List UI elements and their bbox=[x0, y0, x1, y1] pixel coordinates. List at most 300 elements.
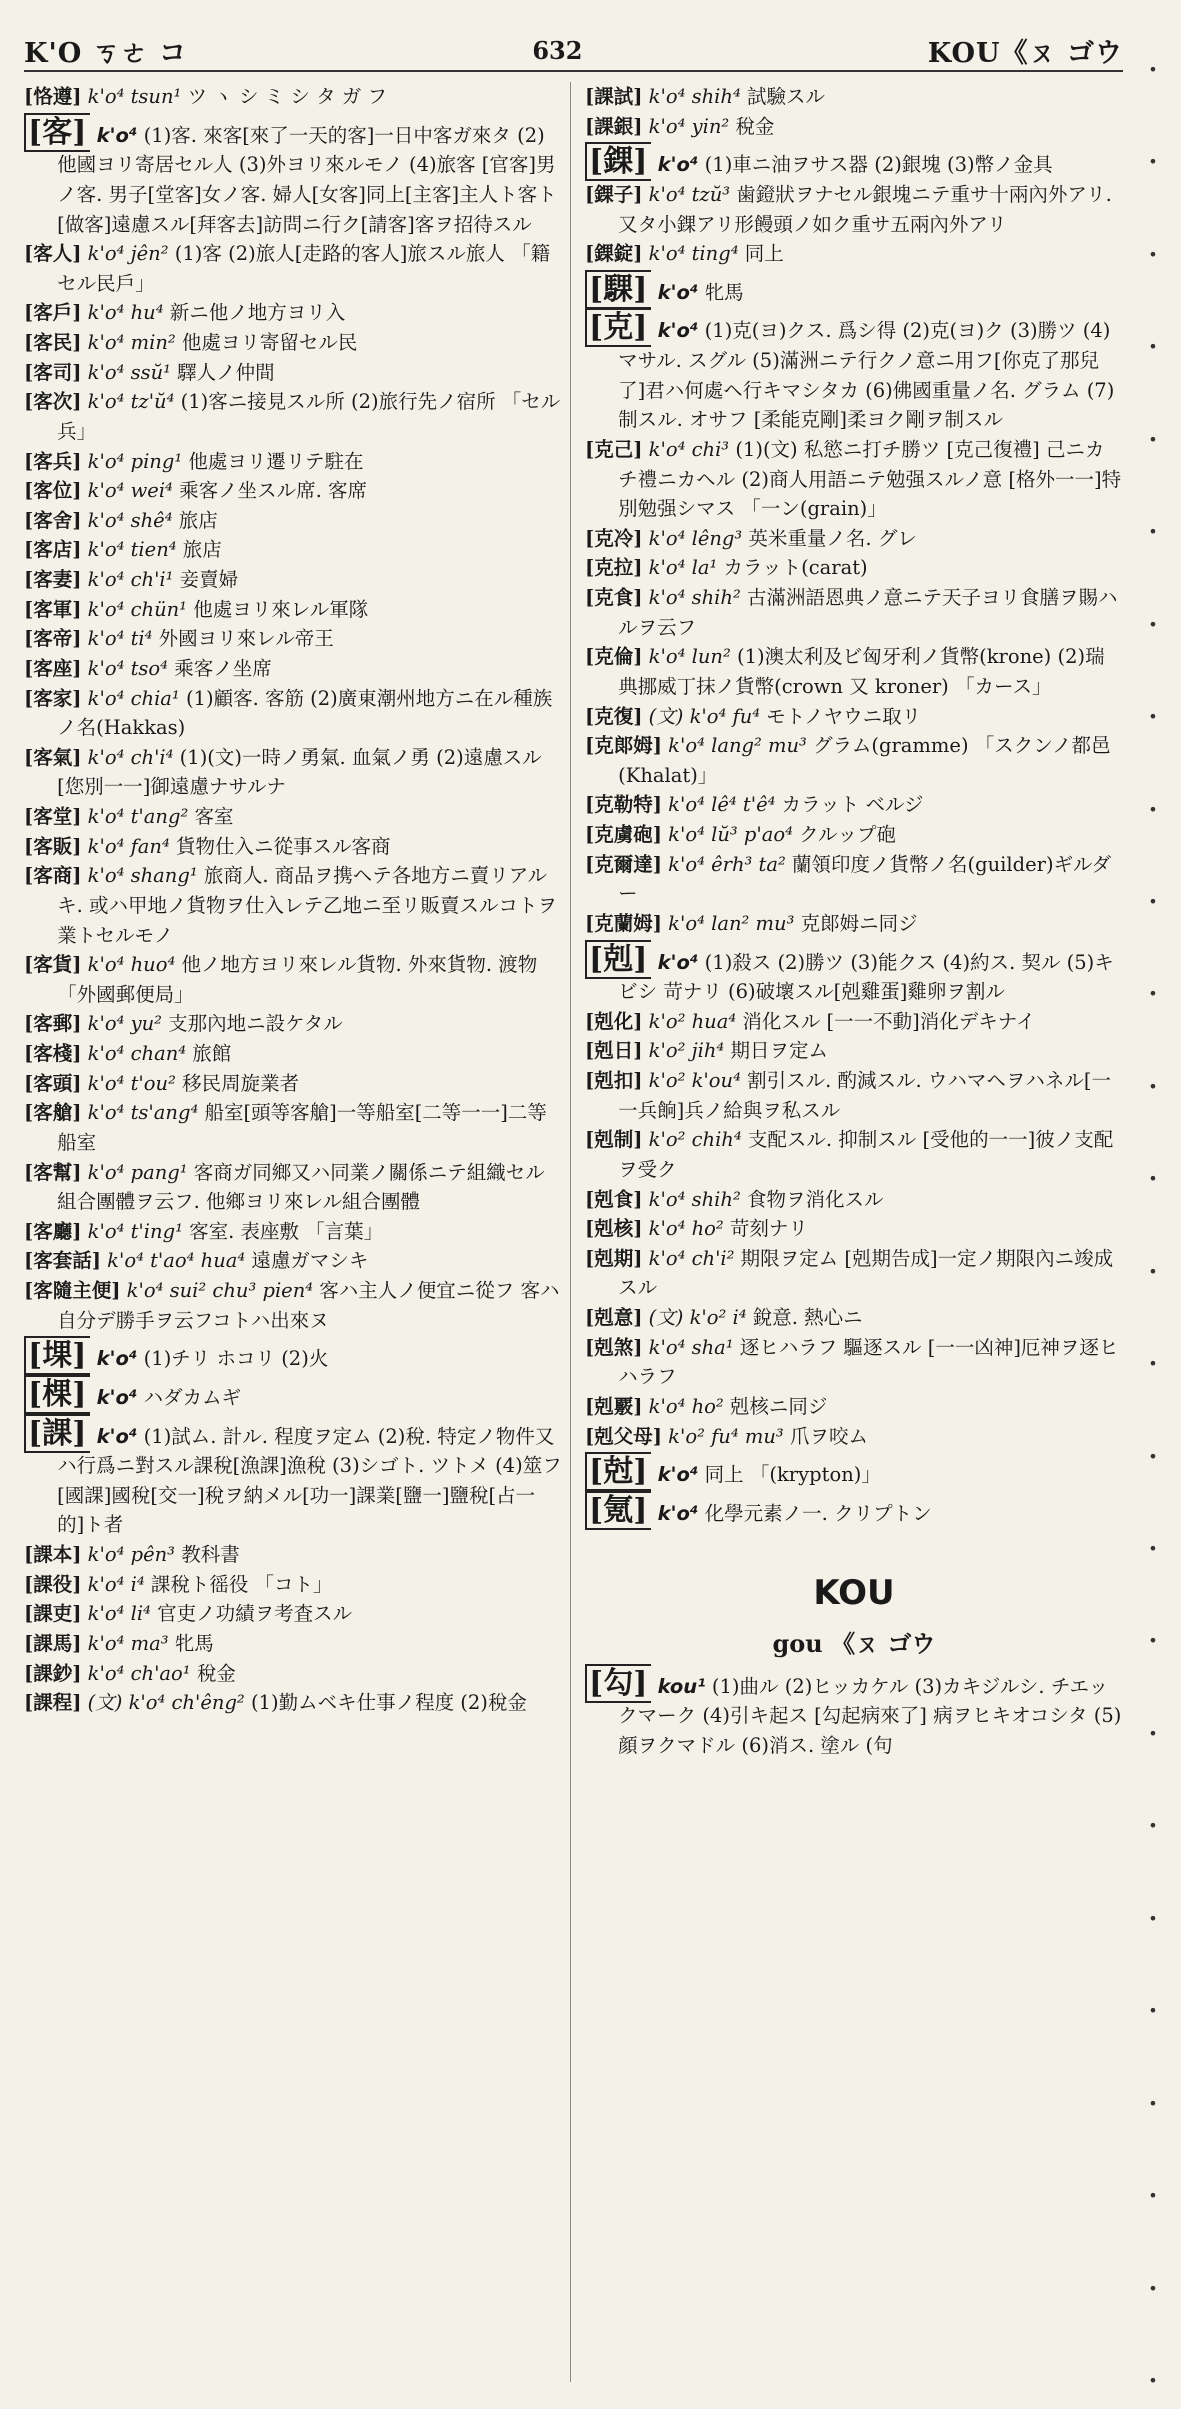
entry-romanization: k'o⁴ ch'i¹ bbox=[87, 568, 174, 591]
entry-headword: [客家] bbox=[24, 686, 82, 710]
entry-romanization: k'o⁴ ts'ang⁴ bbox=[87, 1101, 199, 1125]
dictionary-entry bbox=[24, 298, 562, 328]
entry-definition: 銳意. 熱心ニ bbox=[746, 1306, 863, 1329]
entry-definition: 他處ヨリ寄留セル民 bbox=[175, 331, 358, 354]
entry-headword: [克倫] bbox=[585, 645, 643, 669]
dictionary-entry bbox=[24, 1009, 562, 1039]
entry-headword: [客人] bbox=[24, 242, 82, 266]
entry-romanization: k'o⁴ t'ing¹ bbox=[87, 1219, 183, 1243]
entry-romanization: k'o⁴ bbox=[657, 153, 699, 177]
entry-headword: [課試] bbox=[585, 85, 643, 108]
entry-definition: モトノヤウニ取リ bbox=[760, 704, 922, 728]
entry-headword: [客幫] bbox=[24, 1160, 82, 1184]
margin-mark: • bbox=[1148, 1261, 1158, 1281]
entry-romanization: k'o⁴ chan⁴ bbox=[87, 1042, 187, 1065]
entry-romanization: k'o⁴ bbox=[96, 1424, 138, 1448]
dictionary-entry bbox=[24, 802, 562, 832]
head-entry bbox=[24, 1378, 562, 1413]
dictionary-entry bbox=[585, 702, 1123, 732]
entry-definition: 割引スル. 酌減スル. ウハマヘヲハネル[一一兵餉]兵ノ給與ヲ私スル bbox=[618, 1069, 1111, 1122]
entry-headword: [課本] bbox=[24, 1543, 82, 1566]
entry-headword: [課程] bbox=[24, 1691, 82, 1715]
entry-definition: 旅商人. 商品ヲ携ヘテ各地方ニ賣リアルキ. 或ハ甲地ノ貨物ヲ仕入レテ乙地ニ至リ販賣スルコトヲ業トセルモノ bbox=[57, 864, 558, 947]
entry-headword: [客販] bbox=[24, 834, 82, 858]
entry-romanization: k'o⁴ shih⁴ bbox=[648, 85, 741, 108]
entry-definition: (1)殺ス (2)勝ツ (3)能クス (4)約ス. 契ル (5)キビシ 苛ナリ (6)破壞スル[剋雞蛋]雞卵ヲ割ル bbox=[618, 950, 1114, 1004]
entry-headword: [客位] bbox=[24, 479, 82, 503]
dictionary-entry bbox=[24, 535, 562, 565]
dictionary-entry bbox=[585, 909, 1123, 939]
entry-romanization: k'o⁴ bbox=[657, 1501, 699, 1525]
entry-definition: (1)澳太利及ビ匈牙利ノ貨幣(krone) (2)瑞典挪威丁抹ノ貨幣(crown 又 kroner) 「カース」 bbox=[618, 645, 1105, 698]
entry-headword: [克勒特] bbox=[585, 793, 662, 817]
entry-definition: 貨物仕入ニ從事スル客商 bbox=[169, 834, 391, 858]
margin-mark: • bbox=[1148, 1539, 1158, 1558]
head-entry bbox=[585, 145, 1123, 180]
entry-definition: 期限ヲ定ム [剋期告成]一定ノ期限內ニ竣成スル bbox=[618, 1246, 1114, 1300]
dictionary-entry bbox=[24, 82, 562, 112]
entry-headword: [恪遵] bbox=[24, 85, 82, 108]
entry-romanization: k'o⁴ bbox=[657, 1463, 699, 1487]
entry-romanization: k'o⁴ min² bbox=[87, 331, 176, 354]
entry-romanization: k'o⁴ tsun¹ bbox=[87, 85, 182, 108]
entry-definition: (1)顧客. 客筋 (2)廣東潮州地方ニ在ル種族ノ名(Hakkas) bbox=[57, 686, 553, 740]
head-entry bbox=[24, 1339, 562, 1374]
entry-romanization: k'o⁴ ti⁴ bbox=[87, 627, 153, 651]
dictionary-entry bbox=[24, 1570, 562, 1600]
dictionary-entry bbox=[585, 1214, 1123, 1244]
dictionary-entry bbox=[585, 1392, 1123, 1422]
entry-headword: [客套話] bbox=[24, 1249, 101, 1273]
dictionary-entry bbox=[585, 553, 1123, 583]
entry-definition: 乘客ノ坐席 bbox=[168, 656, 272, 680]
entry-headword: [課馬] bbox=[24, 1631, 82, 1655]
entry-headword: [剋化] bbox=[585, 1009, 643, 1033]
dictionary-entry bbox=[24, 684, 562, 743]
entry-romanization: k'o⁴ chia¹ bbox=[87, 686, 180, 710]
entry-definition: 船室[頭等客艙]一等船室[二等一一]二等船室 bbox=[57, 1101, 547, 1154]
dictionary-entry bbox=[585, 583, 1123, 642]
entry-romanization: k'o⁴ wei⁴ bbox=[87, 479, 173, 503]
entry-headword: [剋期] bbox=[585, 1246, 643, 1270]
dictionary-entry bbox=[585, 1303, 1123, 1333]
entry-headword: [克郞姆] bbox=[585, 734, 662, 758]
entry-romanization: k'o⁴ lang² mu³ bbox=[668, 734, 807, 758]
entry-headword: [克] bbox=[585, 308, 651, 347]
margin-mark: • bbox=[1148, 152, 1158, 172]
dictionary-entry bbox=[585, 820, 1123, 850]
dictionary-entry bbox=[585, 112, 1123, 142]
entry-romanization: k'o⁴ bbox=[657, 950, 699, 974]
entry-headword: [客軍] bbox=[24, 597, 82, 621]
margin-mark: • bbox=[1148, 1816, 1158, 1836]
dictionary-entry bbox=[24, 1039, 562, 1069]
entry-romanization: k'o⁴ bbox=[96, 1385, 138, 1409]
dictionary-entry bbox=[24, 1629, 562, 1659]
entry-definition: 他處ヨリ來レル軍隊 bbox=[187, 597, 369, 621]
entry-headword: [錁] bbox=[585, 142, 651, 181]
margin-mark: • bbox=[1148, 891, 1158, 911]
entry-definition: 他ノ地方ヨリ來レル貨物. 外來貨物. 渡物 「外國郵便局」 bbox=[57, 953, 538, 1006]
head-entry bbox=[585, 1667, 1123, 1761]
entry-headword: [克蘭姆] bbox=[585, 911, 662, 935]
entry-romanization: k'o⁴ ssŭ¹ bbox=[87, 360, 171, 384]
dictionary-entry bbox=[24, 358, 562, 388]
entry-headword: [客商] bbox=[24, 864, 82, 888]
entry-romanization: k'o⁴ sha¹ bbox=[648, 1335, 734, 1359]
entry-definition: 客ハ主人ノ便宜ニ從フ 客ハ自分デ勝手ヲ云フコトハ出來ヌ bbox=[57, 1279, 560, 1332]
dictionary-entry bbox=[24, 743, 562, 802]
dictionary-entry bbox=[585, 180, 1123, 239]
entry-romanization: k'o⁴ la¹ bbox=[648, 556, 718, 580]
entry-headword: [剋扣] bbox=[585, 1069, 643, 1092]
entry-definition: (1)曲ル (2)ヒッカケル (3)カキジルシ. チエックマーク (4)引キ起ス [勾起病來了] 病ヲヒキオコシタ (5)顔ヲクマドル (6)消ス. 塗ル (句 bbox=[618, 1674, 1122, 1757]
entry-definition: (1)車ニ油ヲサス器 (2)銀塊 (3)幣ノ金具 bbox=[698, 153, 1053, 177]
entry-romanization: k'o⁴ ho² bbox=[648, 1394, 724, 1418]
entry-romanization: k'o⁴ shih² bbox=[648, 1187, 741, 1211]
entry-headword: [課] bbox=[24, 1414, 90, 1453]
left-column bbox=[24, 82, 571, 2382]
entry-headword: [剋食] bbox=[585, 1187, 643, 1211]
entry-romanization: k'o² hua⁴ bbox=[648, 1009, 737, 1033]
head-entry bbox=[24, 116, 562, 240]
margin-mark: • bbox=[1148, 1446, 1158, 1466]
entry-romanization: k'o⁴ huo⁴ bbox=[87, 953, 176, 977]
entry-definition: (1)克(ヨ)クス. 爲シ得 (2)克(ヨ)ク (3)勝ツ (4)マサル. スグル (5)滿洲ニテ行クノ意ニ用フ[你克了那兒了]君ハ何處ヘ行キマシタカ (6)佛國重量ノ名. グラム (7)制スル. オサフ [柔能克剛]柔ヨク剛ヲ制スル bbox=[618, 319, 1115, 432]
entry-headword: [克冷] bbox=[585, 526, 643, 550]
entry-definition: 旅館 bbox=[186, 1042, 232, 1065]
entry-romanization: k'o⁴ bbox=[96, 1347, 138, 1371]
dictionary-entry bbox=[24, 447, 562, 477]
entry-headword: [客貨] bbox=[24, 953, 82, 977]
entry-headword: [客兵] bbox=[24, 449, 82, 473]
entry-definition: 試驗スル bbox=[740, 85, 825, 108]
entry-definition: 客商ガ同鄉又ハ同業ノ關係ニテ組織セル組合團體ヲ云フ. 他鄉ヨリ來レル組合團體 bbox=[57, 1160, 545, 1214]
entry-definition: 遠慮ガマシキ bbox=[245, 1249, 369, 1273]
entry-definition: カラット ベルジ bbox=[775, 793, 924, 817]
dictionary-entry bbox=[585, 1422, 1123, 1452]
head-entry bbox=[585, 1455, 1123, 1490]
entry-definition: (1)(文)一時ノ勇氣. 血氣ノ勇 (2)遠慮スル[您別一一]御遠慮ナサルナ bbox=[57, 745, 542, 799]
head-entry bbox=[24, 1417, 562, 1541]
entry-romanization: k'o⁴ t'ao⁴ hua⁴ bbox=[107, 1249, 246, 1273]
entry-definition: ハダカムギ bbox=[137, 1385, 242, 1409]
entry-definition: 食物ヲ消化スル bbox=[740, 1187, 884, 1211]
margin-mark: • bbox=[1148, 984, 1158, 1004]
entry-definition: 蘭領印度ノ貨幣ノ名(guilder)ギルダー bbox=[618, 852, 1112, 906]
entry-headword: [客堂] bbox=[24, 805, 82, 828]
entry-romanization: (文) k'o⁴ ch'êng² bbox=[87, 1691, 245, 1715]
entry-definition: 支那內地ニ設ケタル bbox=[161, 1012, 343, 1036]
dictionary-entry bbox=[24, 1599, 562, 1629]
entry-headword: [客妻] bbox=[24, 568, 82, 591]
entry-definition: カラット(carat) bbox=[717, 556, 868, 580]
entry-definition: ツ ヽ シ ミ シ タ ガ フ bbox=[181, 85, 387, 108]
entry-definition: 乘客ノ坐スル席. 客席 bbox=[172, 479, 367, 503]
page-header bbox=[24, 30, 1123, 72]
dictionary-entry bbox=[24, 595, 562, 625]
entry-definition: 官吏ノ功績ヲ考査スル bbox=[150, 1602, 353, 1626]
dictionary-entry bbox=[585, 642, 1123, 701]
entry-headword: [課役] bbox=[24, 1572, 82, 1596]
margin-mark: • bbox=[1148, 244, 1158, 264]
margin-mark: • bbox=[1148, 60, 1158, 79]
entry-headword: [堁] bbox=[24, 1336, 90, 1375]
entry-romanization: k'o⁴ pang¹ bbox=[87, 1160, 188, 1184]
entry-headword: [客帝] bbox=[24, 627, 82, 651]
entry-headword: [課吏] bbox=[24, 1602, 82, 1626]
dictionary-entry bbox=[585, 731, 1123, 790]
dictionary-entry bbox=[585, 1244, 1123, 1303]
entry-definition: 稅金 bbox=[190, 1661, 236, 1685]
dictionary-entry bbox=[24, 1158, 562, 1217]
margin-mark: • bbox=[1148, 522, 1158, 542]
entry-romanization: k'o⁴ i⁴ bbox=[87, 1572, 145, 1596]
entry-definition: 外國ヨリ來レル帝王 bbox=[152, 627, 334, 651]
entry-romanization: k'o⁴ sui² chu³ pien⁴ bbox=[126, 1279, 314, 1302]
entry-definition: (1)客. 來客[來了一天的客]一日中客ガ來タ (2)他國ヨリ寄居セル人 (3)外ヨリ來ルモノ (4)旅客 [官客]男ノ客. 男子[堂客]女ノ客. 婦人[女客]同上[主客]主人ト客ト[做客]遠慮スル[拜客去]訪問ニ行ク[請客]客ヲ招待スル bbox=[57, 123, 557, 236]
entry-romanization: k'o⁴ shang¹ bbox=[87, 864, 198, 888]
margin-mark: • bbox=[1148, 2001, 1158, 2021]
dictionary-entry bbox=[24, 476, 562, 506]
entry-headword: [棵] bbox=[24, 1375, 90, 1414]
dictionary-entry bbox=[585, 1333, 1123, 1392]
entry-romanization: k'o⁴ bbox=[657, 319, 699, 343]
entry-romanization: k'o⁴ chün¹ bbox=[87, 597, 188, 621]
entry-definition: 移民周旋業者 bbox=[175, 1071, 300, 1095]
dictionary-entry bbox=[585, 524, 1123, 554]
entry-headword: [剋煞] bbox=[585, 1335, 643, 1359]
margin-mark: • bbox=[1148, 2278, 1158, 2298]
section-heading bbox=[585, 1568, 1123, 1662]
dictionary-entry bbox=[585, 82, 1123, 112]
entry-headword: [客棧] bbox=[24, 1042, 82, 1065]
entry-headword: [客戶] bbox=[24, 301, 82, 325]
entry-romanization: k'o⁴ chi³ bbox=[648, 437, 730, 461]
entry-definition: 化學元素ノ一. クリプトン bbox=[698, 1501, 932, 1525]
entry-definition: 課稅ト徭役 「コト」 bbox=[144, 1572, 333, 1596]
entry-headword: [客司] bbox=[24, 360, 82, 384]
head-entry bbox=[585, 311, 1123, 435]
dictionary-entry bbox=[24, 506, 562, 536]
entry-headword: [騍] bbox=[585, 270, 651, 309]
dictionary-entry bbox=[24, 387, 562, 446]
entry-romanization: k'o⁴ t'ou² bbox=[87, 1071, 176, 1095]
dictionary-entry bbox=[24, 239, 562, 298]
entry-headword: [客氣] bbox=[24, 745, 82, 769]
entry-romanization: k'o⁴ ch'i² bbox=[648, 1246, 735, 1270]
entry-definition: 客室. 表座敷 「言葉」 bbox=[182, 1219, 384, 1243]
dictionary-entry bbox=[24, 1217, 562, 1247]
entry-definition: (1)試ム. 計ル. 程度ヲ定ム (2)稅. 特定ノ物件又ハ行爲ニ對スル課稅[漁課]漁稅 (3)シゴト. ツトメ (4)筮フ [國課]國稅[交一]稅ヲ納メル[功一]課業[鹽一]鹽稅[占一的]ト者 bbox=[57, 1424, 562, 1537]
entry-romanization: (文) k'o⁴ fu⁴ bbox=[648, 704, 761, 728]
entry-headword: [錁子] bbox=[585, 182, 643, 206]
dictionary-entry bbox=[585, 1185, 1123, 1215]
entry-definition: 旅店 bbox=[172, 508, 218, 532]
head-entry bbox=[585, 943, 1123, 1007]
entry-romanization: k'o⁴ shih² bbox=[648, 586, 741, 609]
dictionary-entry bbox=[585, 1036, 1123, 1066]
section-subtitle: gou 《ㄡ ゴウ bbox=[772, 1629, 936, 1659]
entry-definition: (1)勤ムベキ仕事ノ程度 (2)稅金 bbox=[244, 1691, 527, 1715]
margin-mark: • bbox=[1148, 1076, 1158, 1096]
dictionary-entry bbox=[24, 1069, 562, 1099]
entry-romanization: k'o⁴ lun² bbox=[648, 645, 731, 669]
dictionary-entry bbox=[24, 832, 562, 862]
margin-mark: • bbox=[1148, 1631, 1158, 1651]
entry-definition: 歯鐙狀ヲナセル銀塊ニテ重サ十兩內外アリ. 又タ小錁アリ形饅頭ノ如ク重サ五兩內外アリ bbox=[618, 182, 1112, 236]
page-number: 632 bbox=[532, 35, 583, 65]
entry-romanization: k'o² chih⁴ bbox=[648, 1128, 742, 1152]
dictionary-entry bbox=[24, 1098, 562, 1157]
entry-definition: 期日ヲ定ム bbox=[724, 1039, 828, 1063]
dictionary-entry bbox=[585, 790, 1123, 820]
header-left-guide: K'O ㄎㄜ コ bbox=[24, 37, 188, 69]
dictionary-entry bbox=[24, 1659, 562, 1689]
dictionary-entry bbox=[585, 1066, 1123, 1125]
entry-definition: 教科書 bbox=[175, 1543, 240, 1566]
entry-definition: 稅金 bbox=[729, 114, 775, 138]
margin-mark: • bbox=[1148, 429, 1158, 449]
entry-romanization: k'o⁴ lê⁴ t'ê⁴ bbox=[668, 793, 776, 817]
margin-mark: • bbox=[1148, 2186, 1158, 2206]
entry-definition: 新ニ他ノ地方ヨリ入 bbox=[163, 301, 346, 325]
dictionary-entry bbox=[24, 654, 562, 684]
dictionary-entry bbox=[24, 565, 562, 595]
entry-headword: [客店] bbox=[24, 538, 82, 562]
entry-definition: 牝馬 bbox=[168, 1631, 214, 1655]
entry-headword: [氪] bbox=[585, 1491, 651, 1530]
dictionary-entry bbox=[24, 624, 562, 654]
entry-romanization: k'o⁴ êrh³ ta² bbox=[668, 852, 786, 876]
margin-mark: • bbox=[1148, 337, 1158, 357]
entry-headword: [客民] bbox=[24, 331, 82, 354]
entry-definition: (1)チリ ホコリ (2)火 bbox=[137, 1347, 329, 1371]
columns bbox=[24, 82, 1123, 2382]
entry-definition: (1)(文) 私慾ニ打チ勝ツ [克己復禮] 己ニカチ禮ニカヘル (2)商人用語ニテ勉强スルノ意 [格外一一]特別勉强シマス 「一ン(grain)」 bbox=[618, 437, 1122, 521]
entry-headword: [客次] bbox=[24, 390, 82, 414]
entry-romanization: (文) k'o² i⁴ bbox=[648, 1306, 747, 1329]
margin-marks bbox=[1143, 60, 1163, 2390]
entry-headword: [剋制] bbox=[585, 1128, 643, 1152]
margin-mark: • bbox=[1148, 1354, 1158, 1374]
entry-headword: [克爾達] bbox=[585, 852, 662, 876]
entry-romanization: k'o⁴ ch'ao¹ bbox=[87, 1661, 191, 1685]
entry-headword: [剋覈] bbox=[585, 1394, 643, 1418]
entry-romanization: k'o⁴ pên³ bbox=[87, 1543, 175, 1566]
entry-romanization: k'o⁴ shê⁴ bbox=[87, 508, 173, 532]
entry-romanization: k'o⁴ tien⁴ bbox=[87, 538, 177, 562]
entry-romanization: k'o⁴ jên² bbox=[87, 242, 169, 266]
entry-definition: 苛刻ナリ bbox=[723, 1217, 808, 1241]
entry-romanization: k'o⁴ ting⁴ bbox=[648, 242, 739, 266]
entry-definition: グラム(gramme) 「スクンノ都邑(Khalat)」 bbox=[618, 734, 1111, 787]
entry-romanization: k'o⁴ tzŭ³ bbox=[648, 182, 731, 206]
entry-headword: [剋] bbox=[585, 940, 651, 979]
entry-romanization: k'o⁴ tso⁴ bbox=[87, 656, 168, 680]
entry-romanization: k'o⁴ bbox=[657, 280, 699, 304]
entry-headword: [克復] bbox=[585, 704, 643, 728]
entry-romanization: k'o² jih⁴ bbox=[648, 1039, 725, 1063]
entry-definition: (1)客ニ接見スル所 (2)旅行先ノ宿所 「セル兵」 bbox=[57, 390, 561, 443]
entry-romanization: k'o⁴ lan² mu³ bbox=[668, 911, 795, 935]
entry-headword: [剋意] bbox=[585, 1306, 643, 1329]
dictionary-entry bbox=[24, 1276, 562, 1335]
entry-romanization: k'o⁴ ho² bbox=[648, 1217, 724, 1241]
entry-romanization: k'o⁴ fan⁴ bbox=[87, 834, 170, 858]
header-right-guide: KOU《ㄡ ゴウ bbox=[927, 37, 1123, 69]
entry-headword: [勾] bbox=[585, 1664, 651, 1703]
entry-definition: 逐ヒハラフ 驅逐スル [一一凶神]厄神ヲ逐ヒハラフ bbox=[618, 1335, 1119, 1389]
margin-mark: • bbox=[1148, 1723, 1158, 1743]
dictionary-entry bbox=[585, 850, 1123, 909]
head-entry bbox=[585, 1494, 1123, 1529]
entry-romanization: k'o⁴ hu⁴ bbox=[87, 301, 164, 325]
entry-definition: 爪ヲ咬ム bbox=[783, 1424, 868, 1448]
margin-mark: • bbox=[1148, 799, 1158, 819]
entry-headword: [課鈔] bbox=[24, 1661, 82, 1685]
entry-romanization: k'o⁴ ch'i⁴ bbox=[87, 745, 174, 769]
entry-headword: [剋父母] bbox=[585, 1424, 662, 1448]
entry-definition: 消化スル [一一不動]消化デキナイ bbox=[736, 1009, 1036, 1033]
entry-headword: [克虜砲] bbox=[585, 823, 662, 846]
entry-definition: 客室 bbox=[188, 805, 234, 828]
entry-headword: [客艙] bbox=[24, 1101, 82, 1125]
entry-romanization: k'o⁴ tz'ŭ⁴ bbox=[87, 390, 175, 414]
dictionary-entry bbox=[24, 328, 562, 358]
entry-definition: 同上 「(krypton)」 bbox=[698, 1463, 881, 1487]
entry-definition: (1)客 (2)旅人[走路的客人]旅スル旅人 「籍セル民戶」 bbox=[57, 242, 551, 295]
dictionary-entry bbox=[24, 861, 562, 950]
section-title: KOU bbox=[813, 1573, 895, 1614]
entry-headword: [客頭] bbox=[24, 1071, 82, 1095]
margin-mark: • bbox=[1148, 614, 1158, 634]
dictionary-entry bbox=[24, 1540, 562, 1570]
entry-definition: 妾賣婦 bbox=[173, 568, 239, 591]
entry-romanization: k'o⁴ bbox=[96, 123, 138, 147]
entry-headword: [客舍] bbox=[24, 508, 82, 532]
entry-headword: [剋日] bbox=[585, 1039, 643, 1063]
dictionary-entry bbox=[585, 239, 1123, 269]
entry-romanization: k'o² k'ou⁴ bbox=[648, 1069, 741, 1092]
entry-romanization: k'o⁴ ping¹ bbox=[87, 449, 183, 473]
entry-headword: [克食] bbox=[585, 586, 643, 609]
entry-definition: クルップ砲 bbox=[792, 823, 897, 846]
entry-romanization: k'o⁴ lêng³ bbox=[648, 526, 743, 550]
entry-definition: 英米重量ノ名. グレ bbox=[742, 526, 917, 550]
dictionary-entry bbox=[585, 1125, 1123, 1184]
entry-romanization: k'o⁴ li⁴ bbox=[87, 1602, 151, 1626]
margin-mark: • bbox=[1148, 2093, 1158, 2113]
entry-definition: 同上 bbox=[738, 242, 784, 266]
right-column bbox=[585, 82, 1123, 2382]
head-entry bbox=[585, 273, 1123, 308]
entry-romanization: k'o⁴ yin² bbox=[648, 114, 730, 138]
entry-definition: 牝馬 bbox=[698, 280, 744, 304]
entry-definition: 他處ヨリ遷リテ駐在 bbox=[182, 449, 364, 473]
margin-mark: • bbox=[1148, 707, 1158, 727]
entry-headword: [錁錠] bbox=[585, 242, 643, 266]
dictionary-entry bbox=[585, 435, 1123, 524]
dictionary-entry bbox=[24, 1688, 562, 1718]
entry-romanization: k'o⁴ lŭ³ p'ao⁴ bbox=[668, 823, 793, 846]
entry-romanization: k'o⁴ ma³ bbox=[87, 1631, 169, 1655]
entry-definition: 支配スル. 抑制スル [受他的一一]彼ノ支配ヲ受ク bbox=[618, 1128, 1114, 1181]
entry-romanization: k'o⁴ yu² bbox=[87, 1012, 162, 1036]
entry-definition: 驛人ノ仲間 bbox=[170, 360, 275, 384]
entry-romanization: k'o² fu⁴ mu³ bbox=[668, 1424, 784, 1448]
dictionary-entry bbox=[24, 950, 562, 1009]
